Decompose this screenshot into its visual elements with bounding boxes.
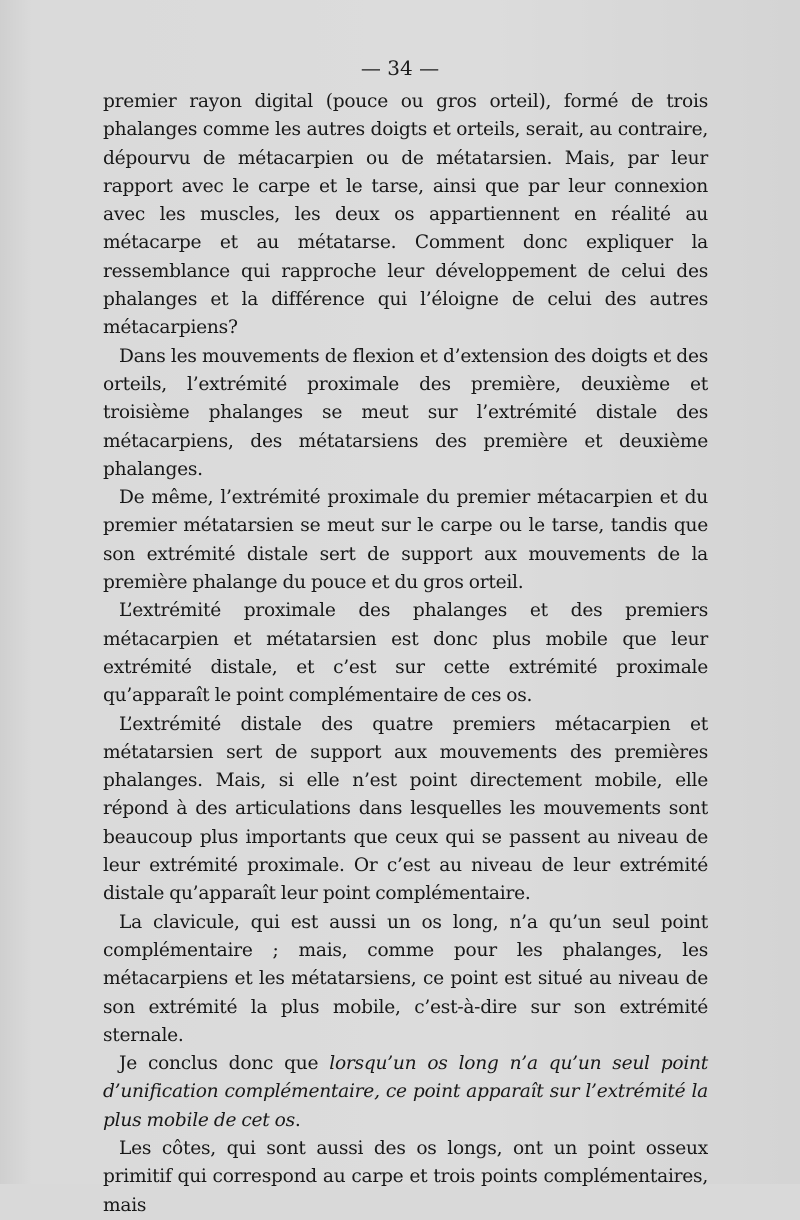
paragraph: La clavicule, qui est aussi un os long, n’a qu’un seul point complémentaire ; mais, comme pour les phalanges, les métacarpiens et les métatarsiens, ce point est situé au niveau de son extrémité la plus mobile, c’est-à-dire sur son extrémité sternale.: [103, 911, 708, 1046]
paragraph: L’extrémité distale des quatre premiers métacarpien et métatarsien sert de support aux mouvements des premières phalanges. Mais, si elle n’est point directement mobile, elle répond à des articulations dans lesquelles les mouvements sont beaucoup plus importants que ceux qui se passent au niveau de leur extrémité proximale. Or c’est au niveau de leur extrémité distale qu’apparaît leur point complémentaire.: [103, 713, 708, 905]
paragraph: Dans les mouvements de flexion et d’extension des doigts et des orteils, l’extrémité proximale des première, deuxième et troisième phalanges se meut sur l’extrémité distale des métacarpiens, des métatarsiens des première et deuxième phalanges.: [103, 345, 708, 480]
paragraph: Les côtes, qui sont aussi des os longs, ont un point osseux primitif qui correspond au carpe et trois points complémentaires, mais: [103, 1137, 708, 1216]
paragraph: L’extrémité proximale des phalanges et des premiers métacarpien et métatarsien est donc plus mobile que leur extrémité distale, et c’est sur cette extrémité proximale qu’apparaît le point complémentaire de ces os.: [103, 600, 708, 707]
page-number: — 34 —: [360, 56, 440, 80]
paragraph-text: Je conclus donc que: [119, 1053, 330, 1075]
paragraph: De même, l’extrémité proximale du premier métacarpien et du premier métatarsien se meut sur le carpe ou le tarse, tandis que son extrémité distale sert de support aux mouvements de la première phalange du pouce et du gros orteil.: [103, 487, 708, 594]
body-text: [103, 88, 708, 1220]
paragraph-conclusion: [103, 1050, 708, 1135]
italic-conclusion: lorsqu’un os long n’a qu’un seul point d’unification complémentaire, ce point apparaît sur l’extrémité la plus mobile de cet os: [103, 1053, 708, 1131]
paragraph: premier rayon digital (pouce ou gros orteil), formé de trois phalanges comme les autres doigts et orteils, serait, au contraire, dépourvu de métacarpien ou de métatarsien. Mais, par leur rapport avec le carpe et le tarse, ainsi que par leur connexion avec les muscles, les deux os appartiennent en réalité au métacarpe et au métatarse. Comment donc expliquer la ressemblance qui rapproche leur développement de celui des phalanges et la différence qui l’éloigne de celui des autres métacarpiens?: [103, 91, 708, 339]
paragraph-text: .: [294, 1109, 301, 1131]
